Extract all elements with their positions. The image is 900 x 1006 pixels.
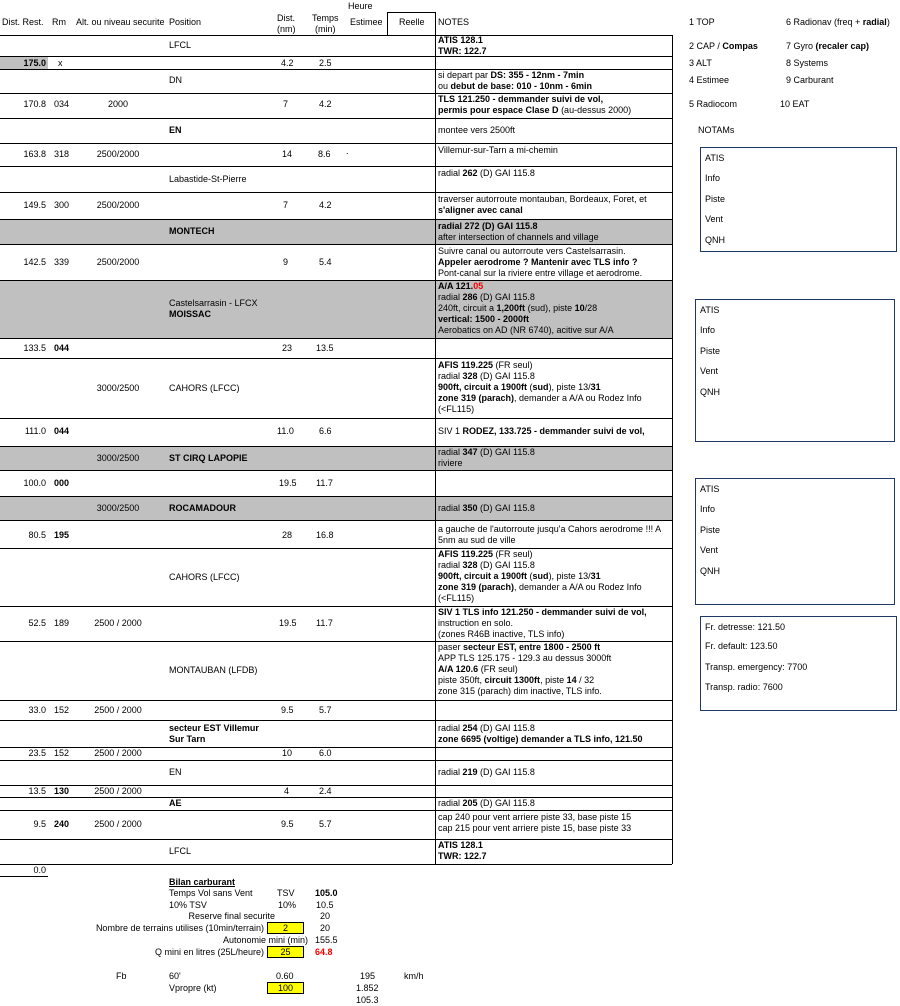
- fuel-terrains-label: Nombre de terrains utilises (10min/terrain): [95, 923, 264, 933]
- alt-cell: 2500/2000: [96, 149, 140, 159]
- position-cell: Labastide-St-Pierre: [169, 174, 247, 184]
- alt-cell: 3000/2500: [96, 383, 140, 393]
- note-line: 5nm au sud de ville: [438, 535, 516, 545]
- position-cell: MONTAUBAN (LFDB): [169, 665, 258, 675]
- dist-cell: 28: [282, 530, 293, 540]
- dist-rest-cell: 111.0: [24, 426, 46, 436]
- rm-cell: 000: [54, 478, 70, 488]
- position-cell: DN: [169, 75, 182, 85]
- sixty-label: 60': [169, 971, 181, 981]
- note-line: radial 350 (D) GAI 115.8: [438, 503, 535, 513]
- legend-item: 4 Estimee: [689, 75, 730, 85]
- freq-defaut: Fr. default: 123.50: [705, 641, 778, 651]
- rm-cell: 189: [54, 618, 70, 628]
- dist-cell: 9: [283, 257, 289, 267]
- header-estimee: Estimee: [350, 17, 383, 27]
- note-line: zone 6695 (voltige) demander a TLS info, 121.50: [438, 734, 643, 744]
- rm-cell: x: [58, 58, 63, 68]
- dist-rest-cell: 170.8: [23, 99, 46, 109]
- note-line: Appeler aerodrome ? Mantenir avec TLS info ?: [438, 257, 638, 267]
- note-line: Villemur-sur-Tarn a mi-chemin: [438, 145, 558, 155]
- fuel-tsv-value: 105.0: [315, 888, 338, 898]
- temps-cell: 4.2: [319, 99, 332, 109]
- row-divider: [0, 338, 672, 339]
- note-line: 240ft, circuit a 1,200ft (sud), piste 10/28: [438, 303, 598, 313]
- dist-cell: 19.5: [279, 618, 297, 628]
- row-divider: [0, 760, 672, 761]
- rm-cell: 152: [54, 748, 70, 758]
- note-line: TWR: 122.7: [438, 46, 487, 56]
- temps-cell: 6.6: [319, 426, 332, 436]
- alt-cell: 3000/2500: [96, 503, 140, 513]
- note-line: A/A 121.05: [438, 281, 484, 291]
- temps-cell: 16.8: [316, 530, 334, 540]
- fuel-tsv-label: Temps Vol sans Vent: [169, 888, 253, 898]
- note-line: radial 328 (D) GAI 115.8: [438, 560, 535, 570]
- row-divider: [0, 192, 672, 193]
- dist-rest-cell: 23.5: [28, 748, 46, 758]
- temps-cell: 4.2: [319, 200, 332, 210]
- position-cell: CAHORS (LFCC): [169, 572, 240, 582]
- note-line: si depart par DS: 355 - 12nm - 7min: [438, 70, 585, 80]
- note-line: radial 262 (D) GAI 115.8: [438, 168, 535, 178]
- note-line: vertical: 1500 - 2000ft: [438, 314, 530, 324]
- header-dist-unit: (nm): [277, 24, 296, 34]
- atis-box: [695, 299, 895, 442]
- temps-cell: 11.7: [316, 478, 333, 488]
- sixty-value: 0.60: [276, 971, 294, 981]
- alt-cell: 2000: [107, 99, 129, 109]
- fuel-pct-value: 10.5: [316, 900, 334, 910]
- position-cell: MONTECH: [169, 226, 215, 236]
- atis-label: ATIS: [705, 153, 725, 163]
- vpropre-input[interactable]: 100: [267, 982, 304, 994]
- note-line: A/A 120.6 (FR seul): [438, 664, 518, 674]
- rm-cell: 152: [54, 705, 70, 715]
- dist-rest-cell: 100.0: [23, 478, 46, 488]
- row-divider: [0, 219, 672, 220]
- dist-rest-cell: 13.5: [28, 786, 46, 796]
- legend-item: 3 ALT: [689, 58, 712, 68]
- note-line: radial 254 (D) GAI 115.8: [438, 723, 535, 733]
- estimee-cell: .: [346, 146, 349, 156]
- position-cell: Castelsarrasin - LFCX: [169, 298, 258, 308]
- note-line: TLS 121.250 - demmander suivi de vol,: [438, 94, 604, 104]
- rm-cell: 300: [54, 200, 70, 210]
- qnh-label: QNH: [700, 387, 720, 397]
- header-reelle: Reelle: [399, 17, 425, 27]
- row-divider: [0, 520, 672, 521]
- vent-label: Vent: [705, 214, 724, 224]
- row-divider: [0, 166, 672, 167]
- qnh-label: QNH: [705, 235, 725, 245]
- dist-rest-cell: 163.8: [23, 149, 46, 159]
- note-line: cap 215 pour vent arriere piste 15, base piste 33: [438, 823, 632, 833]
- row-divider: [0, 244, 672, 245]
- note-line: Aerobatics on AD (NR 6740), acitive sur A/A: [438, 325, 614, 335]
- dist-rest-cell: 149.5: [23, 200, 46, 210]
- fuel-tsv: TSV: [277, 888, 295, 898]
- fuel-qmini-value: 64.8: [315, 947, 333, 957]
- position-cell: EN: [169, 767, 182, 777]
- note-line: radial 347 (D) GAI 115.8: [438, 447, 535, 457]
- header-rm: Rm: [52, 17, 66, 27]
- fuel-reserve-label: Reserve final securite: [188, 911, 275, 921]
- note-line: radial 328 (D) GAI 115.8: [438, 371, 535, 381]
- fb-label: Fb: [116, 971, 127, 981]
- row-divider: [0, 839, 672, 840]
- qnh-label: QNH: [700, 566, 720, 576]
- fuel-title: Bilan carburant: [169, 877, 236, 887]
- dist-rest-cell: 52.5: [28, 618, 46, 628]
- note-line: a gauche de l'autorroute jusqu'a Cahors aerodrome !!! A: [438, 524, 662, 534]
- info-label: Info: [700, 504, 716, 514]
- note-line: zone 319 (parach), demander a A/A ou Rodez Info: [438, 582, 642, 592]
- note-line: traverser autorroute montauban, Bordeaux, Foret, et: [438, 194, 647, 204]
- position-cell: ROCAMADOUR: [169, 503, 236, 513]
- note-line: cap 240 pour vent arriere piste 33, base piste 15: [438, 812, 632, 822]
- dist-cell: 14: [282, 149, 293, 159]
- note-line: montee vers 2500ft: [438, 125, 516, 135]
- info-label: Info: [700, 325, 716, 335]
- header-temps-unit: (min): [315, 24, 336, 34]
- position-cell: secteur EST Villemur: [169, 723, 259, 733]
- rm-cell: 240: [54, 819, 70, 829]
- alt-cell: 2500/2000: [96, 200, 140, 210]
- piste-label: Piste: [705, 194, 726, 204]
- row-divider: [0, 864, 672, 865]
- alt-cell: 2500 / 2000: [94, 786, 142, 796]
- note-line: ATIS 128.1: [438, 840, 483, 850]
- dist-cell: 10: [282, 748, 293, 758]
- fuel-qmini-label: Q mini en litres (25L/heure): [154, 947, 264, 957]
- piste-label: Piste: [700, 346, 721, 356]
- col-divider: [672, 35, 673, 864]
- note-line: AFIS 119.225 (FR seul): [438, 360, 533, 370]
- vent-label: Vent: [700, 366, 719, 376]
- qmini-input[interactable]: 25: [267, 946, 304, 958]
- row-divider: [0, 35, 672, 36]
- temps-cell: 5.4: [319, 257, 332, 267]
- vpropre-label: Vpropre (kt): [169, 983, 217, 993]
- dist-cell: 19.5: [279, 478, 297, 488]
- piste-label: Piste: [700, 525, 721, 535]
- alt-cell: 2500/2000: [96, 257, 140, 267]
- legend-item: 5 Radiocom: [689, 99, 738, 109]
- temps-cell: 6.0: [319, 748, 332, 758]
- transp-emergency: Transp. emergency: 7700: [705, 662, 808, 672]
- note-line: zone 319 (parach), demander a A/A ou Rodez Info: [438, 393, 642, 403]
- rm-cell: 130: [54, 786, 70, 796]
- rm-cell: 318: [54, 149, 70, 159]
- note-line: piste 350ft, circuit 1300ft, piste 14 / 32: [438, 675, 595, 685]
- temps-cell: 5.7: [319, 819, 332, 829]
- note-line: TWR: 122.7: [438, 851, 487, 861]
- rm-cell: 044: [54, 343, 70, 353]
- row-divider: [0, 358, 672, 359]
- alt-cell: 2500 / 2000: [94, 618, 142, 628]
- note-line: Pont-canal sur la riviere entre village et aerodrome.: [438, 268, 643, 278]
- dist-rest-cell: 0.0: [33, 865, 46, 875]
- temps-cell: 11.7: [316, 618, 333, 628]
- row-divider: [0, 700, 672, 701]
- col-divider: [435, 12, 436, 864]
- position-cell: ST CIRQ LAPOPIE: [169, 453, 248, 463]
- row-divider: [0, 810, 672, 811]
- legend-item: 1 TOP: [689, 17, 715, 27]
- temps-cell: 5.7: [319, 705, 332, 715]
- note-line: Suivre canal ou autorroute vers Castelsarrasin.: [438, 246, 626, 256]
- note-line: s'aligner avec canal: [438, 205, 523, 215]
- note-line: radial 286 (D) GAI 115.8: [438, 292, 535, 302]
- row-divider: [0, 470, 672, 471]
- temps-cell: 13.5: [316, 343, 334, 353]
- alt-cell: 3000/2500: [96, 453, 140, 463]
- temps-cell: 2.5: [319, 58, 332, 68]
- header-alt: Alt. ou niveau securite: [76, 17, 165, 27]
- note-line: SIV 1 RODEZ, 133.725 - demmander suivi de vol,: [438, 426, 645, 436]
- conversion-factor: 1.852: [356, 983, 379, 993]
- vent-label: Vent: [700, 545, 719, 555]
- header-position: Position: [169, 17, 202, 27]
- note-line: riviere: [438, 458, 463, 468]
- note-line: paser secteur EST, entre 1800 - 2500 ft: [438, 642, 601, 652]
- atis-label: ATIS: [700, 305, 720, 315]
- fuel-autonomie-value: 155.5: [315, 935, 338, 945]
- note-line: after intersection of channels and village: [438, 232, 599, 242]
- transp-radio: Transp. radio: 7600: [705, 682, 783, 692]
- note-line: ou debut de base: 010 - 10nm - 6min: [438, 81, 593, 91]
- position-cell: LFCL: [169, 40, 192, 50]
- row-divider: [0, 118, 672, 119]
- legend-item: 7 Gyro (recaler cap): [786, 41, 870, 51]
- row-divider: [0, 797, 672, 798]
- dist-rest-cell: 175.0: [23, 58, 46, 68]
- reelle-header-border: [387, 12, 436, 13]
- terrains-input[interactable]: 2: [267, 922, 304, 934]
- legend-item: 8 Systems: [786, 58, 829, 68]
- position-cell: LFCL: [169, 846, 192, 856]
- temps-cell: 2.4: [319, 786, 332, 796]
- note-line: instruction en solo.: [438, 618, 514, 628]
- legend-item: 6 Radionav (freq + radial): [786, 17, 890, 27]
- info-label: Info: [705, 173, 721, 183]
- temps-cell: 8.6: [318, 149, 331, 159]
- dist-rest-cell: 80.5: [28, 530, 46, 540]
- row-divider: [0, 143, 672, 144]
- legend-item: 2 CAP / Compas: [689, 41, 758, 51]
- header-notes: NOTES: [438, 17, 470, 27]
- dist-rest-cell: 142.5: [23, 257, 46, 267]
- note-line: (<FL115): [438, 404, 475, 414]
- position-cell: MOISSAC: [169, 309, 212, 319]
- atis-box: [695, 478, 895, 605]
- position-cell: Sur Tarn: [169, 734, 206, 744]
- fuel-autonomie-label: Autonomie mini (min): [222, 935, 308, 945]
- note-line: zone 315 (parach) dim inactive, TLS info.: [438, 686, 602, 696]
- position-cell: EN: [169, 125, 182, 135]
- row-divider: [0, 876, 48, 877]
- dist-cell: 4.2: [281, 58, 294, 68]
- dist-cell: 11.0: [277, 426, 294, 436]
- note-line: ATIS 128.1: [438, 35, 483, 45]
- dist-rest-cell: 9.5: [33, 819, 46, 829]
- dist-cell: 23: [282, 343, 293, 353]
- row-divider: [0, 446, 672, 447]
- notams-label: NOTAMs: [698, 125, 735, 135]
- rm-cell: 044: [54, 426, 70, 436]
- fuel-pct-label: 10% TSV: [169, 900, 207, 910]
- row-divider: [0, 548, 672, 549]
- dist-cell: 9.5: [281, 705, 294, 715]
- legend-item: 9 Carburant: [786, 75, 834, 85]
- legend-item: 10 EAT: [780, 99, 810, 109]
- fuel-pct: 10%: [278, 900, 297, 910]
- position-cell: CAHORS (LFCC): [169, 383, 240, 393]
- atis-label: ATIS: [700, 484, 720, 494]
- rm-cell: 195: [54, 530, 70, 540]
- note-line: (zones R46B inactive, TLS info): [438, 629, 565, 639]
- kmh-value: 195: [360, 971, 376, 981]
- rm-cell: 339: [54, 257, 70, 267]
- dist-cell: 7: [283, 99, 289, 109]
- note-line: radial 219 (D) GAI 115.8: [438, 767, 535, 777]
- row-divider: [0, 720, 672, 721]
- note-line: APP TLS 125.175 - 129.3 au dessus 3000ft: [438, 653, 612, 663]
- note-line: (<FL115): [438, 593, 475, 603]
- col-divider: [387, 12, 388, 36]
- dist-rest-cell: 33.0: [28, 705, 46, 715]
- note-line: radial 205 (D) GAI 115.8: [438, 798, 535, 808]
- fuel-terrains-value: 20: [320, 923, 331, 933]
- header-dist: Dist.: [277, 13, 295, 23]
- row-divider: [0, 496, 672, 497]
- note-line: AFIS 119.225 (FR seul): [438, 549, 533, 559]
- frequency-box: [700, 616, 897, 711]
- note-line: SIV 1 TLS info 121.250 - demmander suivi de vol,: [438, 607, 647, 617]
- row-divider: [0, 418, 672, 419]
- freq-detresse: Fr. detresse: 121.50: [705, 622, 786, 632]
- header-temps: Temps: [312, 13, 339, 23]
- speed-result: 105.3: [356, 995, 379, 1005]
- kmh-unit: km/h: [404, 971, 424, 981]
- alt-cell: 2500 / 2000: [94, 748, 142, 758]
- fuel-reserve-value: 20: [320, 911, 331, 921]
- note-line: radial 272 (D) GAI 115.8: [438, 221, 538, 231]
- dist-cell: 4: [284, 786, 290, 796]
- header-dist-rest: Dist. Rest.: [2, 17, 44, 27]
- note-line: 900ft, circuit a 1900ft (sud), piste 13/31: [438, 382, 601, 392]
- alt-cell: 2500 / 2000: [94, 705, 142, 715]
- alt-cell: 2500 / 2000: [94, 819, 142, 829]
- row-divider: [0, 280, 672, 281]
- header-heure: Heure: [348, 1, 373, 11]
- dist-cell: 7: [283, 200, 289, 210]
- note-line: 900ft, circuit a 1900ft (sud), piste 13/31: [438, 571, 601, 581]
- atis-box: [700, 147, 897, 252]
- row-divider: [0, 56, 672, 57]
- note-line: permis pour espace Clase D (au-dessus 2000): [438, 105, 632, 115]
- dist-cell: 9.5: [281, 819, 294, 829]
- dist-rest-cell: 133.5: [23, 343, 46, 353]
- position-cell: AE: [169, 798, 182, 808]
- rm-cell: 034: [54, 99, 70, 109]
